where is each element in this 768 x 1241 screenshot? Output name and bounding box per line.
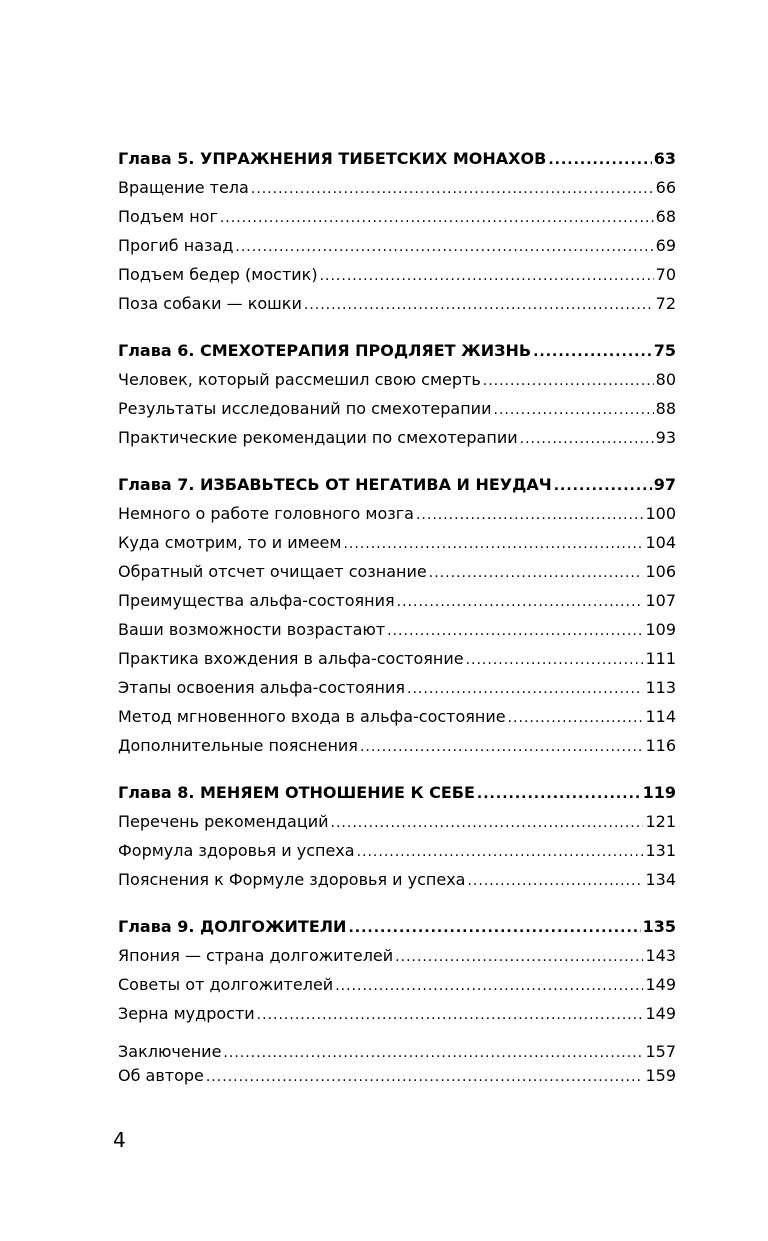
toc-item[interactable] [118,731,676,760]
chapter-heading: Глава 5. УПРАЖНЕНИЯ ТИБЕТСКИХ МОНАХОВ [118,149,547,168]
chapter-8-entry[interactable] [118,778,676,807]
section-gap [118,894,676,912]
page-ref: 143 [645,946,676,965]
leader-dots [477,780,641,809]
page-ref: 111 [645,649,676,668]
toc-item-title: Подъем ног [118,207,218,226]
section-gap [118,452,676,470]
page-ref: 72 [655,294,676,313]
page-ref: 106 [645,562,676,581]
leader-dots [533,338,652,367]
toc-item[interactable] [118,941,676,970]
leader-dots [335,972,643,1001]
toc-item-title: Обратный отсчет очищает сознание [118,562,427,581]
toc-item-title: Япония — страна долгожителей [118,946,394,965]
leader-dots [483,367,654,396]
toc-item[interactable] [118,260,676,289]
toc-item[interactable] [118,615,676,644]
toc-item-title: Результаты исследований по смехотерапии [118,399,492,418]
page-ref: 135 [642,917,676,936]
leader-dots [357,838,644,867]
section-gap [118,318,676,336]
page-ref: 119 [642,783,676,802]
leader-dots [466,646,644,675]
page-ref: 75 [653,341,676,360]
toc-item-title: Формула здоровья и успеха [118,841,355,860]
toc-item[interactable] [118,836,676,865]
toc-item-title: Перечень рекомендаций [118,812,329,831]
toc-item-title: Практика вхождения в альфа-состояние [118,649,464,668]
page-ref: 107 [645,591,676,610]
leader-dots [348,914,640,943]
toc-item[interactable] [118,807,676,836]
toc-item-title: Немного о работе головного мозга [118,504,414,523]
page-ref: 69 [655,236,676,255]
toc-item-title: Метод мгновенного входа в альфа-состояние [118,707,506,726]
chapter-5-entry[interactable] [118,144,676,173]
leader-dots [331,809,644,838]
page-ref: 149 [645,1004,676,1023]
toc-item[interactable] [118,557,676,586]
page-ref: 93 [655,428,676,447]
toc-item-title: Об авторе [118,1066,204,1085]
toc-item[interactable] [118,586,676,615]
toc-item[interactable] [118,289,676,318]
page-ref: 159 [645,1066,676,1085]
leader-dots [235,233,653,262]
leader-dots [360,733,644,762]
toc-item-title: Этапы освоения альфа-состояния [118,678,406,697]
leader-dots [467,867,643,896]
toc-item[interactable] [118,999,676,1028]
leader-dots [407,675,643,704]
page-ref: 66 [655,178,676,197]
page-ref: 131 [645,841,676,860]
leader-dots [520,425,654,454]
page-ref: 113 [645,678,676,697]
toc-item[interactable] [118,865,676,894]
leader-dots [251,175,654,204]
toc-item[interactable] [118,231,676,260]
chapter-6-entry[interactable] [118,336,676,365]
leader-dots [416,501,643,530]
leader-dots [343,530,643,559]
toc-item-title: Практические рекомендации по смехотерапии [118,428,518,447]
toc-item-title: Поза собаки — кошки [118,294,302,313]
toc-item-title: Подъем бедер (мостик) [118,265,318,284]
section-gap [118,760,676,778]
toc-item[interactable] [118,394,676,423]
toc-item-title: Дополнительные пояснения [118,736,358,755]
toc-item[interactable] [118,970,676,999]
leader-dots [206,1065,644,1089]
page-ref: 80 [655,370,676,389]
about-author-entry[interactable] [118,1064,676,1088]
leader-dots [554,472,652,501]
toc-item-title: Советы от долгожителей [118,975,334,994]
toc-item-title: Человек, который рассмешил свою смерть [118,370,481,389]
toc-item[interactable] [118,202,676,231]
chapter-heading: Глава 8. МЕНЯЕМ ОТНОШЕНИЕ К СЕБЕ [118,783,475,802]
toc-item-title: Прогиб назад [118,236,234,255]
page-ref: 100 [645,504,676,523]
toc-item-title: Ваши возможности возрастают [118,620,386,639]
page-ref: 88 [655,399,676,418]
page-ref: 63 [653,149,676,168]
page-ref: 121 [645,812,676,831]
toc-item[interactable] [118,702,676,731]
toc-item[interactable] [118,673,676,702]
leader-dots [220,204,654,233]
toc-item-title: Вращение тела [118,178,249,197]
page-ref: 97 [653,475,676,494]
toc-item[interactable] [118,499,676,528]
page-ref: 114 [645,707,676,726]
chapter-heading: Глава 7. ИЗБАВЬТЕСЬ ОТ НЕГАТИВА И НЕУДАЧ [118,475,552,494]
leader-dots [429,559,644,588]
toc-item[interactable] [118,528,676,557]
leader-dots [395,943,643,972]
page-ref: 149 [645,975,676,994]
toc-item[interactable] [118,644,676,673]
leader-dots [257,1001,644,1030]
chapter-7-entry[interactable] [118,470,676,499]
leader-dots [548,146,651,175]
toc-item[interactable] [118,423,676,452]
page-ref: 134 [645,870,676,889]
toc-item-title: Зерна мудрости [118,1004,255,1023]
leader-dots [387,617,643,646]
page-ref: 70 [655,265,676,284]
page-ref: 104 [645,533,676,552]
toc-item-title: Заключение [118,1042,222,1061]
leader-dots [304,291,654,320]
chapter-heading: Глава 9. ДОЛГОЖИТЕЛИ [118,917,347,936]
leader-dots [320,262,654,291]
toc-item[interactable] [118,173,676,202]
page-ref: 109 [645,620,676,639]
chapter-9-entry[interactable] [118,912,676,941]
leader-dots [397,588,644,617]
page-number: 4 [113,1128,126,1152]
chapter-heading: Глава 6. СМЕХОТЕРАПИЯ ПРОДЛЯЕТ ЖИЗНЬ [118,341,532,360]
leader-dots [493,396,653,425]
page-ref: 157 [645,1042,676,1061]
table-of-contents [118,144,676,1088]
page-ref: 116 [645,736,676,755]
leader-dots [223,1041,643,1065]
conclusion-entry[interactable] [118,1040,676,1064]
toc-item[interactable] [118,365,676,394]
toc-item-title: Преимущества альфа-состояния [118,591,395,610]
toc-item-title: Пояснения к Формуле здоровья и успеха [118,870,466,889]
leader-dots [508,704,644,733]
toc-item-title: Куда смотрим, то и имеем [118,533,342,552]
page-ref: 68 [655,207,676,226]
